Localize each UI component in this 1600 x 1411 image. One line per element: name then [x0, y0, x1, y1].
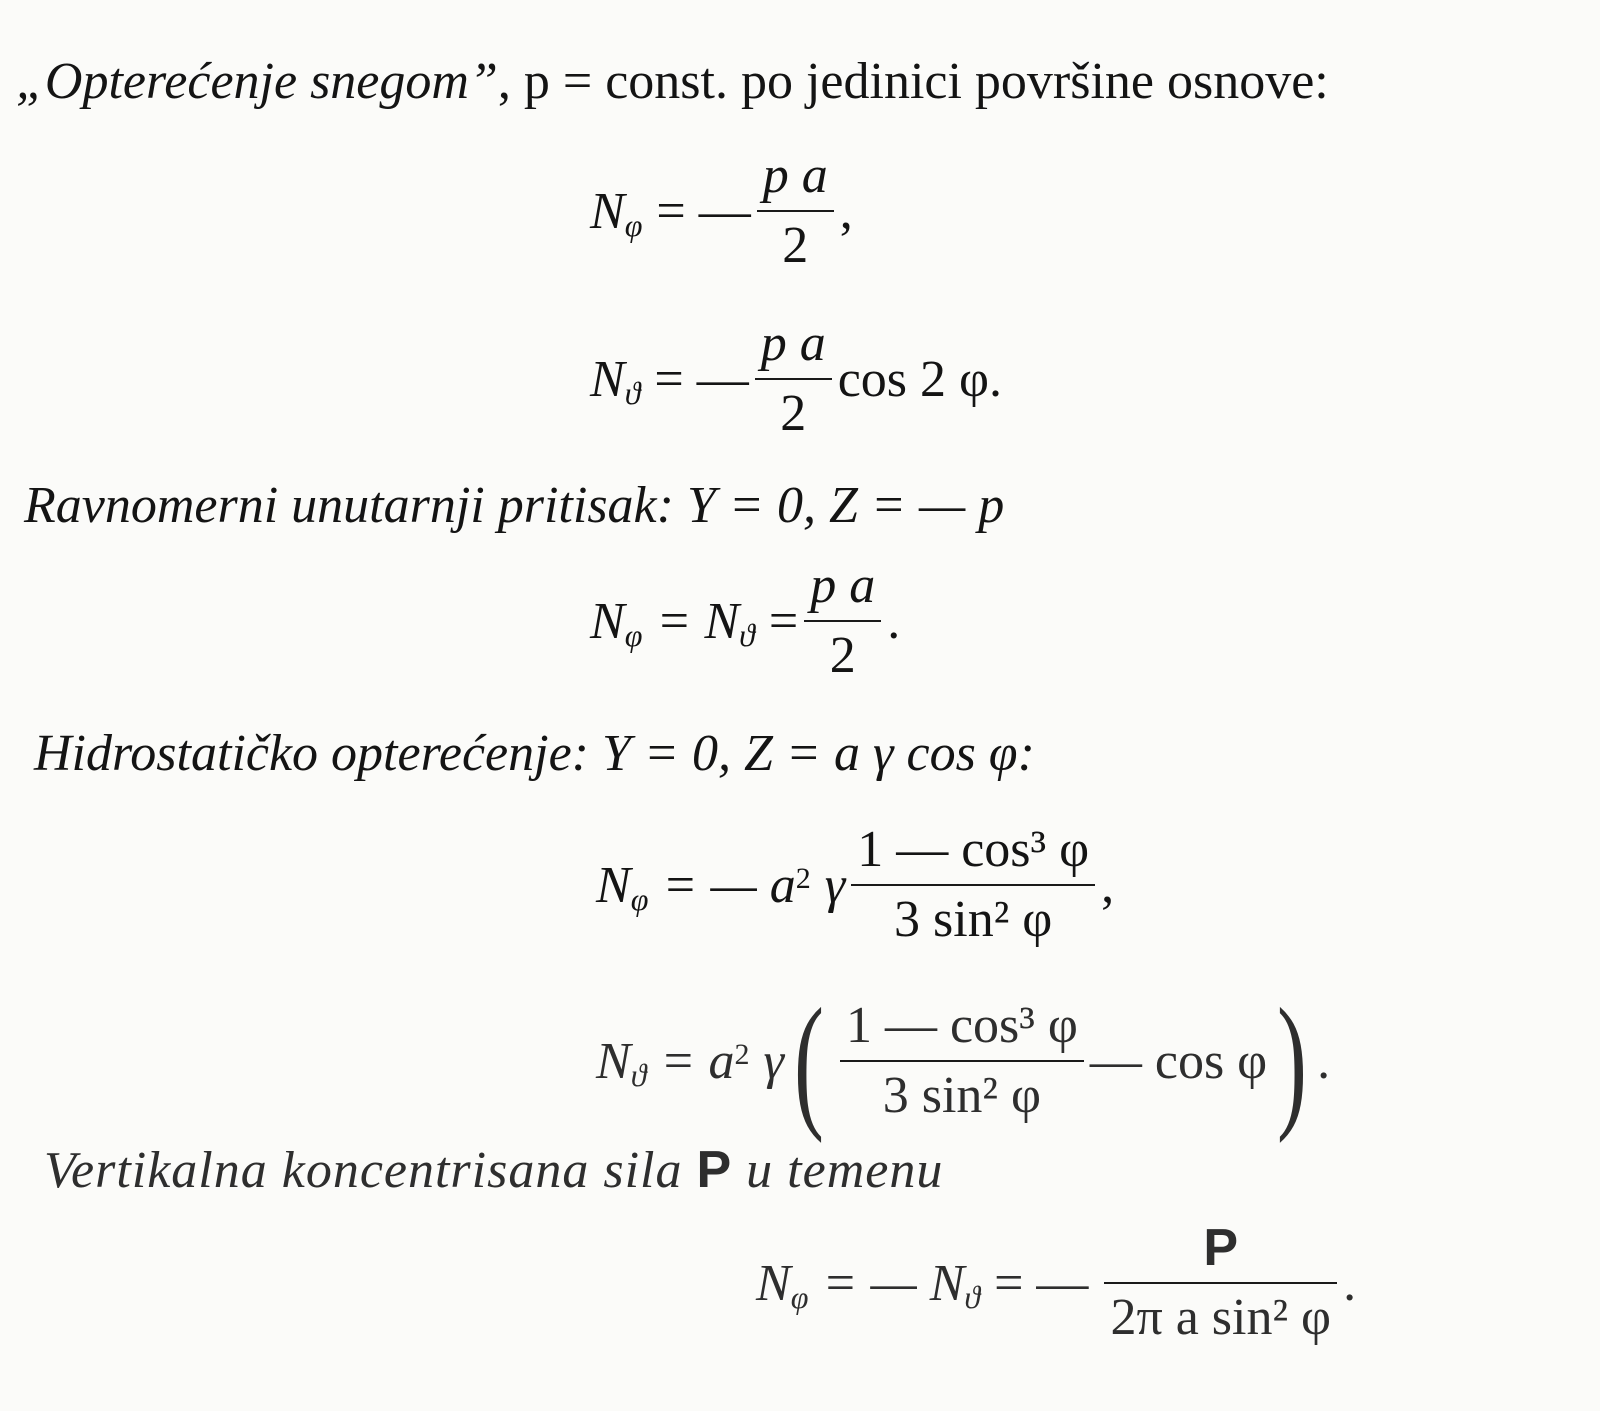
fraction-denominator: 2: [780, 385, 807, 442]
heading-force-rest: u temenu: [746, 1142, 944, 1199]
fraction: [757, 147, 834, 274]
eq-lhs: N: [596, 1032, 631, 1090]
eq-middle-subscript: ϑ: [739, 616, 755, 653]
fraction-numerator: 1 — cos³ φ: [857, 821, 1090, 878]
equation-pressure: [590, 557, 901, 684]
eq-lhs: N: [590, 592, 625, 650]
close-paren: ): [1277, 978, 1308, 1144]
equation-snow-n-theta: [590, 315, 1003, 442]
heading-hydrostatic: [34, 724, 1035, 784]
heading-internal-pressure: [24, 476, 1004, 536]
eq-lhs: N: [590, 182, 625, 240]
eq-lhs: N: [590, 350, 625, 408]
heading-snow-title: „Opterećenje snegom”: [16, 53, 498, 110]
heading-force-title: Vertikalna koncentrisana sila: [44, 1142, 683, 1199]
equation-concentrated-force: [756, 1219, 1357, 1346]
eq-lhs: N: [596, 856, 631, 914]
heading-pressure-title: Ravnomerni unutarnji pritisak: [24, 477, 657, 534]
equation-hydro-n-theta: [596, 978, 1331, 1144]
eq-operator: = —: [654, 350, 749, 408]
fraction-denominator: 3 sin² φ: [894, 891, 1053, 948]
eq-operator: = —: [656, 182, 751, 240]
fraction: [804, 557, 881, 684]
eq-tail: ,: [1101, 856, 1115, 914]
fraction-numerator: p a: [762, 147, 828, 204]
fraction-denominator: 2: [782, 217, 809, 274]
eq-lhs-subscript: φ: [630, 880, 649, 917]
eq-tail: ,: [839, 182, 853, 240]
heading-pressure-rest: : Y = 0, Z = — p: [656, 477, 1005, 534]
eq-gamma: γ: [763, 1032, 784, 1090]
eq-exponent: 2: [734, 1038, 750, 1071]
eq-operator: = a: [660, 1032, 735, 1090]
fraction-denominator: 2: [829, 627, 856, 684]
eq-gamma: γ: [824, 856, 846, 914]
eq-lhs-subscript: φ: [624, 206, 643, 243]
fraction-numerator: p a: [810, 557, 876, 614]
fraction-numerator: p a: [760, 315, 826, 372]
heading-snow-load: [16, 52, 1329, 112]
equation-hydro-n-phi: [596, 821, 1115, 948]
eq-lhs: N: [756, 1254, 791, 1312]
heading-hydro-rest: : Y = 0, Z = a γ cos φ:: [571, 725, 1035, 782]
eq-minus-term: — cos φ: [1089, 1032, 1268, 1090]
equation-snow-n-phi: [590, 147, 853, 274]
fraction: [840, 997, 1084, 1124]
eq-operator: =: [768, 592, 799, 650]
eq-middle: = N: [656, 592, 740, 650]
eq-operator: = —: [994, 1254, 1089, 1312]
eq-middle: = — N: [822, 1254, 965, 1312]
eq-operator: = — a: [662, 856, 796, 914]
open-paren: (: [793, 978, 824, 1144]
eq-tail: .: [1343, 1254, 1357, 1312]
fraction-numerator: P: [1203, 1219, 1239, 1277]
heading-force-symbol: P: [696, 1141, 733, 1199]
fraction: [755, 315, 832, 442]
eq-middle-subscript: ϑ: [964, 1278, 981, 1315]
eq-exponent: 2: [795, 862, 811, 895]
eq-lhs-subscript: φ: [624, 616, 643, 653]
eq-lhs-subscript: ϑ: [624, 374, 641, 411]
fraction: [851, 821, 1095, 948]
fraction-denominator: 3 sin² φ: [882, 1067, 1042, 1124]
eq-tail: cos 2 φ.: [837, 350, 1003, 408]
eq-lhs-subscript: ϑ: [630, 1056, 647, 1093]
heading-concentrated-force: [44, 1140, 943, 1201]
fraction-numerator: 1 — cos³ φ: [845, 997, 1078, 1054]
fraction-denominator: 2π a sin² φ: [1110, 1289, 1332, 1346]
eq-lhs-subscript: φ: [790, 1278, 809, 1315]
eq-tail: .: [887, 592, 901, 650]
eq-tail: .: [1317, 1032, 1331, 1090]
heading-hydro-title: Hidrostatičko opterećenje: [34, 725, 572, 782]
heading-snow-rest: , p = const. po jedinici površine osnove:: [497, 53, 1329, 110]
fraction: [1104, 1219, 1337, 1346]
